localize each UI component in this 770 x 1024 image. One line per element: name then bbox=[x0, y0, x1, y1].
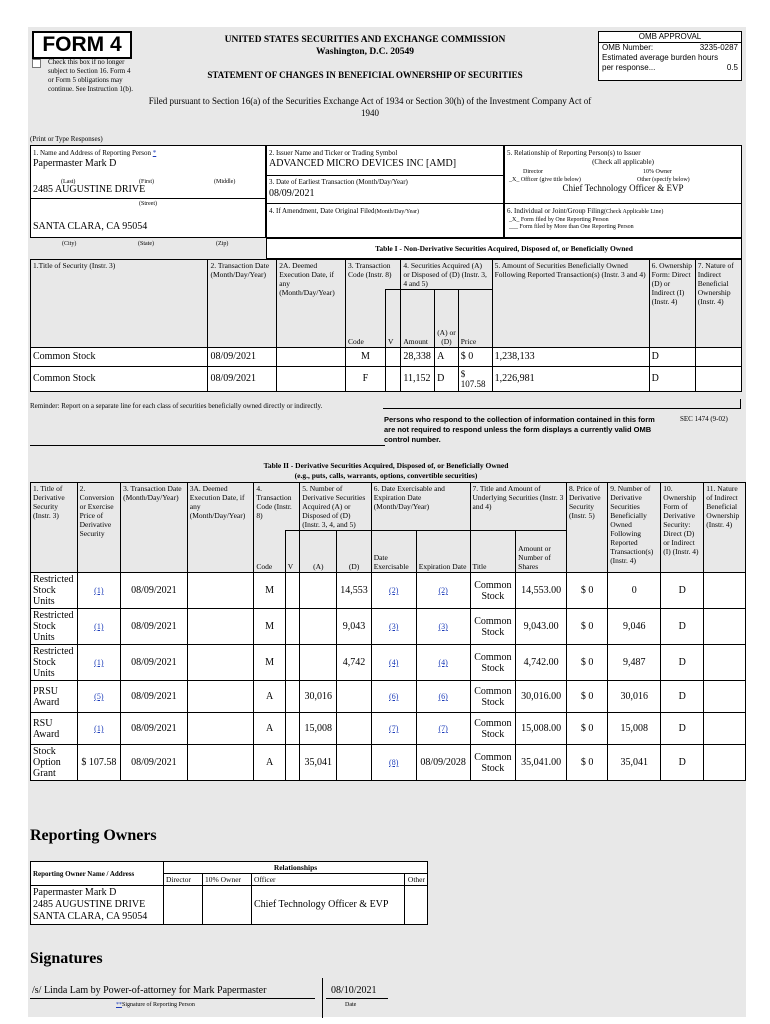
t2-h-form: 10. Ownership Form of Derivative Security: Direct (D) or Indirect (I) (Instr. 4) bbox=[661, 483, 704, 573]
t1-cell-amount: 11,152 bbox=[401, 367, 435, 392]
t2-cell-form: D bbox=[661, 745, 704, 781]
t2-cell-form: D bbox=[661, 573, 704, 609]
t2-sub-d: (D) bbox=[337, 531, 371, 573]
table1-row bbox=[31, 367, 742, 392]
t2-cell-conv bbox=[77, 681, 121, 713]
t2-cell-uamount: 35,041.00 bbox=[516, 745, 567, 781]
t2-h-owned: 9. Number of Derivative Securities Beneficially Owned Following Reported Transaction(s) (Instr. 4) bbox=[608, 483, 661, 573]
issuer-box bbox=[266, 145, 504, 238]
checkbox-instruction: Check this box if no longer subject to Section 16. Form 4 or Form 5 obligations may continue. See Instruction 1(b). bbox=[48, 58, 133, 93]
reporting-person-street: 2485 AUGUSTINE DRIVE bbox=[33, 184, 146, 195]
t2-cell-uamount: 30,016.00 bbox=[516, 681, 567, 713]
t2-cell-deemed bbox=[187, 645, 254, 681]
t2-cell-title: PRSU Award bbox=[31, 681, 78, 713]
t2-cell-owned: 30,016 bbox=[608, 681, 661, 713]
t2-cell-code: A bbox=[254, 681, 285, 713]
omb-title: OMB APPROVAL bbox=[599, 32, 741, 43]
omb-burden-label: Estimated average burden hours bbox=[602, 53, 719, 62]
footnote-link[interactable]: (4) bbox=[389, 658, 399, 667]
footnote-link[interactable]: (5) bbox=[94, 692, 104, 701]
zip-label: (Zip) bbox=[216, 241, 229, 247]
table2 bbox=[30, 482, 746, 781]
form-title: FORM 4 bbox=[32, 31, 132, 59]
persons-notice: Persons who respond to the collection of information contained in this form are not required to respond unless the form displays a currently valid OMB control number. bbox=[384, 415, 655, 444]
table2-subtitle: (e.g., puts, calls, warrants, options, convertible securities) bbox=[294, 471, 478, 480]
t2-cell-nature bbox=[704, 713, 746, 745]
owners-h-other: Other bbox=[405, 874, 428, 886]
filed-pursuant: Filed pursuant to Section 16(a) of the Securities Exchange Act of 1934 or Section 30(h) of the Investment Company Act of 1940 bbox=[148, 96, 592, 118]
t2-h-code: 4. Transaction Code (Instr. 8) bbox=[254, 483, 300, 531]
t2-cell-exp bbox=[416, 681, 470, 713]
t2-cell-price: $ 0 bbox=[566, 713, 607, 745]
t2-cell-a: 35,041 bbox=[300, 745, 337, 781]
t2-cell-utitle: Common Stock bbox=[470, 745, 516, 781]
middle-label: (Middle) bbox=[214, 179, 236, 185]
t2-cell-a bbox=[300, 645, 337, 681]
footnote-link[interactable]: (7) bbox=[438, 724, 448, 733]
t2-cell-nature bbox=[704, 609, 746, 645]
t1-h-form: 6. Ownership Form: Direct (D) or Indirect (I) (Instr. 4) bbox=[649, 260, 695, 348]
t1-h-deemed: 2A. Deemed Execution Date, if any (Month/Day/Year) bbox=[277, 260, 346, 348]
no-longer-subject-checkbox[interactable] bbox=[32, 59, 41, 68]
t2-cell-exer bbox=[371, 609, 416, 645]
t2-cell-a: 15,008 bbox=[300, 713, 337, 745]
relationship-box bbox=[504, 145, 742, 238]
table2-row bbox=[31, 609, 746, 645]
owners-h-rel: Relationships bbox=[164, 862, 428, 874]
t2-cell-owned: 35,041 bbox=[608, 745, 661, 781]
t2-cell-code: M bbox=[254, 573, 285, 609]
t2-cell-owned: 9,046 bbox=[608, 609, 661, 645]
agency-name: UNITED STATES SECURITIES AND EXCHANGE COMMISSION bbox=[224, 35, 506, 45]
t1-cell-code: M bbox=[345, 348, 385, 367]
issuer-name: ADVANCED MICRO DEVICES INC [AMD] bbox=[269, 158, 457, 169]
t1-h-code: 3. Transaction Code (Instr. 8) bbox=[345, 260, 400, 290]
t2-cell-conv bbox=[77, 645, 121, 681]
t2-cell-utitle: Common Stock bbox=[470, 645, 516, 681]
t2-cell-price: $ 0 bbox=[566, 609, 607, 645]
owner-city: SANTA CLARA, CA 95054 bbox=[33, 911, 148, 922]
t2-cell-owned: 0 bbox=[608, 573, 661, 609]
t2-cell-d bbox=[337, 681, 371, 713]
amendment-sub: (Month/Day/Year) bbox=[374, 209, 419, 215]
omb-per-response-label: per response... bbox=[602, 63, 656, 72]
t2-cell-code: M bbox=[254, 645, 285, 681]
t2-cell-form: D bbox=[661, 681, 704, 713]
footnote-link[interactable]: (2) bbox=[389, 586, 399, 595]
t1-cell-amount: 28,338 bbox=[401, 348, 435, 367]
t2-cell-price: $ 0 bbox=[566, 681, 607, 713]
t2-cell-exer bbox=[371, 681, 416, 713]
t1-cell-code: F bbox=[345, 367, 385, 392]
t1-cell-date: 08/09/2021 bbox=[208, 367, 277, 392]
t2-cell-d: 9,043 bbox=[337, 609, 371, 645]
t2-cell-utitle: Common Stock bbox=[470, 681, 516, 713]
t2-h-title: 1. Title of Derivative Security (Instr. 3) bbox=[31, 483, 78, 573]
t2-cell-date: 08/09/2021 bbox=[121, 609, 188, 645]
t2-sub-expiration: Expiration Date bbox=[416, 531, 470, 573]
relationship-label: 5. Relationship of Reporting Person(s) to Issuer bbox=[507, 149, 641, 157]
t1-sub-price: Price bbox=[458, 290, 492, 348]
table2-title: Table II - Derivative Securities Acquired, Disposed of, or Beneficially Owned bbox=[263, 461, 509, 470]
t1-cell-aord: D bbox=[435, 367, 459, 392]
signature-footnote-link[interactable]: ** bbox=[116, 1002, 122, 1008]
t1-cell-date: 08/09/2021 bbox=[208, 348, 277, 367]
t2-cell-price: $ 0 bbox=[566, 573, 607, 609]
t2-sub-exercisable: Date Exercisable bbox=[371, 531, 416, 573]
first-label: (First) bbox=[139, 179, 154, 185]
footnote-link[interactable]: (1) bbox=[94, 622, 104, 631]
t2-cell-exp: 08/09/2028 bbox=[416, 745, 470, 781]
state-label: (State) bbox=[138, 241, 154, 247]
table1 bbox=[30, 259, 742, 392]
t2-cell-deemed bbox=[187, 681, 254, 713]
footnote-link[interactable]: (1) bbox=[94, 586, 104, 595]
table2-row bbox=[31, 645, 746, 681]
officer-title: Chief Technology Officer & EVP bbox=[562, 183, 684, 193]
t2-cell-uamount: 14,553.00 bbox=[516, 573, 567, 609]
omb-approval-box bbox=[598, 31, 742, 81]
t2-cell-v bbox=[285, 745, 299, 781]
table2-row bbox=[31, 573, 746, 609]
signature-label: Signature of Reporting Person bbox=[122, 1002, 195, 1008]
t2-cell-v bbox=[285, 609, 299, 645]
officer-option[interactable]: _X_ Officer (give title below) bbox=[509, 177, 581, 183]
t1-cell-v bbox=[385, 348, 400, 367]
t2-cell-conv bbox=[77, 713, 121, 745]
filing-label: 6. Individual or Joint/Group Filing bbox=[507, 207, 605, 215]
t1-cell-title: Common Stock bbox=[31, 348, 208, 367]
t2-cell-deemed bbox=[187, 745, 254, 781]
t2-cell-exer bbox=[371, 745, 416, 781]
t2-cell-date: 08/09/2021 bbox=[121, 573, 188, 609]
t2-cell-uamount: 4,742.00 bbox=[516, 645, 567, 681]
t2-cell-deemed bbox=[187, 713, 254, 745]
t2-cell-d: 14,553 bbox=[337, 573, 371, 609]
t2-sub-v: V bbox=[285, 531, 299, 573]
t1-sub-v: V bbox=[385, 290, 400, 348]
t2-cell-form: D bbox=[661, 609, 704, 645]
t2-cell-a bbox=[300, 609, 337, 645]
t2-cell-a: 30,016 bbox=[300, 681, 337, 713]
earliest-date: 08/09/2021 bbox=[269, 188, 315, 199]
relationship-sub: (Check all applicable) bbox=[592, 158, 654, 166]
street-label: (Street) bbox=[139, 201, 157, 207]
t2-cell-code: A bbox=[254, 713, 285, 745]
t2-h-underlying: 7. Title and Amount of Underlying Securities (Instr. 3 and 4) bbox=[470, 483, 566, 531]
t2-cell-nature bbox=[704, 681, 746, 713]
t2-cell-uamount: 15,008.00 bbox=[516, 713, 567, 745]
footnote-link[interactable]: (1) bbox=[94, 658, 104, 667]
filing-one-option[interactable]: _X_ Form filed by One Reporting Person bbox=[509, 217, 609, 223]
omb-per-response: 0.5 bbox=[726, 63, 738, 72]
t2-cell-utitle: Common Stock bbox=[470, 713, 516, 745]
t2-cell-code: A bbox=[254, 745, 285, 781]
t2-cell-price: $ 0 bbox=[566, 745, 607, 781]
reporting-person-label: 1. Name and Address of Reporting Person bbox=[33, 149, 152, 157]
t1-cell-nature bbox=[695, 367, 741, 392]
owners-table bbox=[30, 861, 428, 925]
reporting-person-city: SANTA CLARA, CA 95054 bbox=[33, 221, 148, 232]
t2-cell-exer bbox=[371, 573, 416, 609]
filing-more-option[interactable]: ___ Form filed by More than One Reporting Person bbox=[509, 224, 634, 230]
amendment-label: 4. If Amendment, Date Original Filed bbox=[269, 207, 375, 215]
sec-code: SEC 1474 (9-02) bbox=[680, 415, 728, 423]
t1-cell-form: D bbox=[649, 348, 695, 367]
footnote-link[interactable]: (6) bbox=[389, 692, 399, 701]
omb-number: 3235-0287 bbox=[699, 43, 738, 52]
t2-cell-price: $ 0 bbox=[566, 645, 607, 681]
t2-cell-deemed bbox=[187, 573, 254, 609]
t2-cell-nature bbox=[704, 573, 746, 609]
owner-street: 2485 AUGUSTINE DRIVE bbox=[33, 899, 146, 910]
t2-h-conv: 2. Conversion or Exercise Price of Derivative Security bbox=[77, 483, 121, 573]
t2-sub-title: Title bbox=[470, 531, 516, 573]
director-option[interactable]: Director bbox=[523, 169, 543, 175]
t2-cell-exp bbox=[416, 713, 470, 745]
table2-row bbox=[31, 681, 746, 713]
city-label: (City) bbox=[62, 241, 77, 247]
t2-sub-code: Code bbox=[254, 531, 285, 573]
t1-cell-nature bbox=[695, 348, 741, 367]
t2-cell-a bbox=[300, 573, 337, 609]
t2-cell-d bbox=[337, 745, 371, 781]
t2-cell-d: 4,742 bbox=[337, 645, 371, 681]
t1-sub-aord: (A) or (D) bbox=[435, 290, 459, 348]
t2-cell-nature bbox=[704, 745, 746, 781]
agency-city: Washington, D.C. 20549 bbox=[316, 47, 414, 57]
omb-number-label: OMB Number: bbox=[602, 43, 654, 52]
reporting-person-name: Papermaster Mark D bbox=[33, 158, 117, 169]
owner-name: Papermaster Mark D bbox=[33, 887, 117, 898]
t2-cell-date: 08/09/2021 bbox=[121, 645, 188, 681]
t1-cell-price: $ 107.58 bbox=[458, 367, 492, 392]
t1-cell-form: D bbox=[649, 367, 695, 392]
footnote-link[interactable]: (8) bbox=[389, 758, 399, 767]
t2-cell-date: 08/09/2021 bbox=[121, 681, 188, 713]
t1-h-title: 1.Title of Security (Instr. 3) bbox=[31, 260, 208, 348]
table2-row bbox=[31, 713, 746, 745]
t1-cell-price: $ 0 bbox=[458, 348, 492, 367]
signature-text: /s/ Linda Lam by Power-of-attorney for Mark Papermaster bbox=[32, 985, 267, 996]
t2-cell-uamount: 9,043.00 bbox=[516, 609, 567, 645]
t2-h-exercisable: 6. Date Exercisable and Expiration Date (Month/Day/Year) bbox=[371, 483, 470, 531]
footnote-link[interactable]: (4) bbox=[438, 658, 448, 667]
signature-date-label: Date bbox=[345, 1002, 357, 1008]
footnote-link[interactable]: (2) bbox=[438, 586, 448, 595]
t2-sub-a: (A) bbox=[300, 531, 337, 573]
t2-cell-title: RSU Award bbox=[31, 713, 78, 745]
footnote-link[interactable]: (3) bbox=[438, 622, 448, 631]
t1-cell-title: Common Stock bbox=[31, 367, 208, 392]
t2-cell-title: Restricted Stock Units bbox=[31, 573, 78, 609]
t2-cell-v bbox=[285, 681, 299, 713]
last-label: (Last) bbox=[61, 179, 76, 185]
owners-h-officer: Officer bbox=[252, 874, 405, 886]
t1-h-owned: 5. Amount of Securities Beneficially Owned Following Reported Transaction(s) (Instr. 3 and 4) bbox=[492, 260, 649, 348]
t2-cell-title: Stock Option Grant bbox=[31, 745, 78, 781]
t2-cell-date: 08/09/2021 bbox=[121, 713, 188, 745]
t1-sub-code: Code bbox=[345, 290, 385, 348]
t1-cell-v bbox=[385, 367, 400, 392]
reporting-person-box bbox=[30, 145, 266, 238]
footnote-link[interactable]: (7) bbox=[389, 724, 399, 733]
signatures-heading: Signatures bbox=[30, 950, 103, 967]
t2-cell-nature bbox=[704, 645, 746, 681]
ten-percent-option[interactable]: 10% Owner bbox=[643, 169, 672, 175]
t2-cell-utitle: Common Stock bbox=[470, 573, 516, 609]
filing-sub: (Check Applicable Line) bbox=[604, 209, 664, 215]
table1-row bbox=[31, 348, 742, 367]
footnote-link[interactable]: (6) bbox=[438, 692, 448, 701]
t2-cell-deemed bbox=[187, 609, 254, 645]
owners-heading: Reporting Owners bbox=[30, 827, 157, 844]
table2-row bbox=[31, 745, 746, 781]
t2-cell-owned: 15,008 bbox=[608, 713, 661, 745]
issuer-label: 2. Issuer Name and Ticker or Trading Symbol bbox=[269, 149, 398, 157]
t1-cell-owned: 1,238,133 bbox=[492, 348, 649, 367]
t2-cell-title: Restricted Stock Units bbox=[31, 645, 78, 681]
t2-cell-date: 08/09/2021 bbox=[121, 745, 188, 781]
t2-cell-exp bbox=[416, 573, 470, 609]
t2-h-nature: 11. Nature of Indirect Beneficial Ownership (Instr. 4) bbox=[704, 483, 746, 573]
owner-officer-title: Chief Technology Officer & EVP bbox=[252, 886, 405, 925]
t2-h-number: 5. Number of Derivative Securities Acquired (A) or Disposed of (D) (Instr. 3, 4, and 5) bbox=[300, 483, 372, 531]
owners-h-director: Director bbox=[164, 874, 203, 886]
t2-cell-conv bbox=[77, 573, 121, 609]
t2-cell-owned: 9,487 bbox=[608, 645, 661, 681]
t2-cell-v bbox=[285, 645, 299, 681]
footnote-link[interactable]: (1) bbox=[94, 724, 104, 733]
t2-cell-exer bbox=[371, 713, 416, 745]
footnote-link[interactable]: (3) bbox=[389, 622, 399, 631]
t2-cell-conv: $ 107.58 bbox=[77, 745, 121, 781]
t2-cell-form: D bbox=[661, 713, 704, 745]
signature-date: 08/10/2021 bbox=[331, 985, 377, 996]
t2-sub-amount: Amount or Number of Shares bbox=[516, 531, 567, 573]
print-type-note: (Print or Type Responses) bbox=[30, 135, 103, 143]
table1-title: Table I - Non-Derivative Securities Acquired, Disposed of, or Beneficially Owned bbox=[266, 238, 742, 259]
t1-cell-owned: 1,226,981 bbox=[492, 367, 649, 392]
t1-cell-deemed bbox=[277, 348, 346, 367]
t2-h-deemed: 3A. Deemed Execution Date, if any (Month/Day/Year) bbox=[187, 483, 254, 573]
t2-cell-title: Restricted Stock Units bbox=[31, 609, 78, 645]
owners-h-ten: 10% Owner bbox=[203, 874, 252, 886]
t2-cell-d bbox=[337, 713, 371, 745]
t1-sub-amount: Amount bbox=[401, 290, 435, 348]
t2-cell-exp bbox=[416, 645, 470, 681]
t2-cell-code: M bbox=[254, 609, 285, 645]
t1-h-nature: 7. Nature of Indirect Beneficial Ownership (Instr. 4) bbox=[695, 260, 741, 348]
t2-cell-conv bbox=[77, 609, 121, 645]
t2-cell-v bbox=[285, 713, 299, 745]
t2-h-price: 8. Price of Derivative Security (Instr. 5) bbox=[566, 483, 607, 573]
t2-cell-v bbox=[285, 573, 299, 609]
t1-cell-aord: A bbox=[435, 348, 459, 367]
other-option[interactable]: Other (specify below) bbox=[637, 177, 690, 183]
t2-cell-exer bbox=[371, 645, 416, 681]
owners-h-name: Reporting Owner Name / Address bbox=[31, 862, 164, 886]
statement-title: STATEMENT OF CHANGES IN BENEFICIAL OWNERSHIP OF SECURITIES bbox=[207, 70, 523, 80]
t1-h-date: 2. Transaction Date (Month/Day/Year) bbox=[208, 260, 277, 348]
t2-cell-form: D bbox=[661, 645, 704, 681]
t2-cell-exp bbox=[416, 609, 470, 645]
t1-cell-deemed bbox=[277, 367, 346, 392]
t1-h-acquired: 4. Securities Acquired (A) or Disposed of (D) (Instr. 3, 4 and 5) bbox=[401, 260, 492, 290]
earliest-date-label: 3. Date of Earliest Transaction (Month/Day/Year) bbox=[269, 178, 408, 186]
reporting-person-footnote-link[interactable]: * bbox=[152, 149, 157, 157]
t2-h-date: 3. Transaction Date (Month/Day/Year) bbox=[121, 483, 188, 573]
t2-cell-utitle: Common Stock bbox=[470, 609, 516, 645]
reminder-text: Reminder: Report on a separate line for each class of securities beneficially owned directly or indirectly. bbox=[30, 402, 323, 410]
